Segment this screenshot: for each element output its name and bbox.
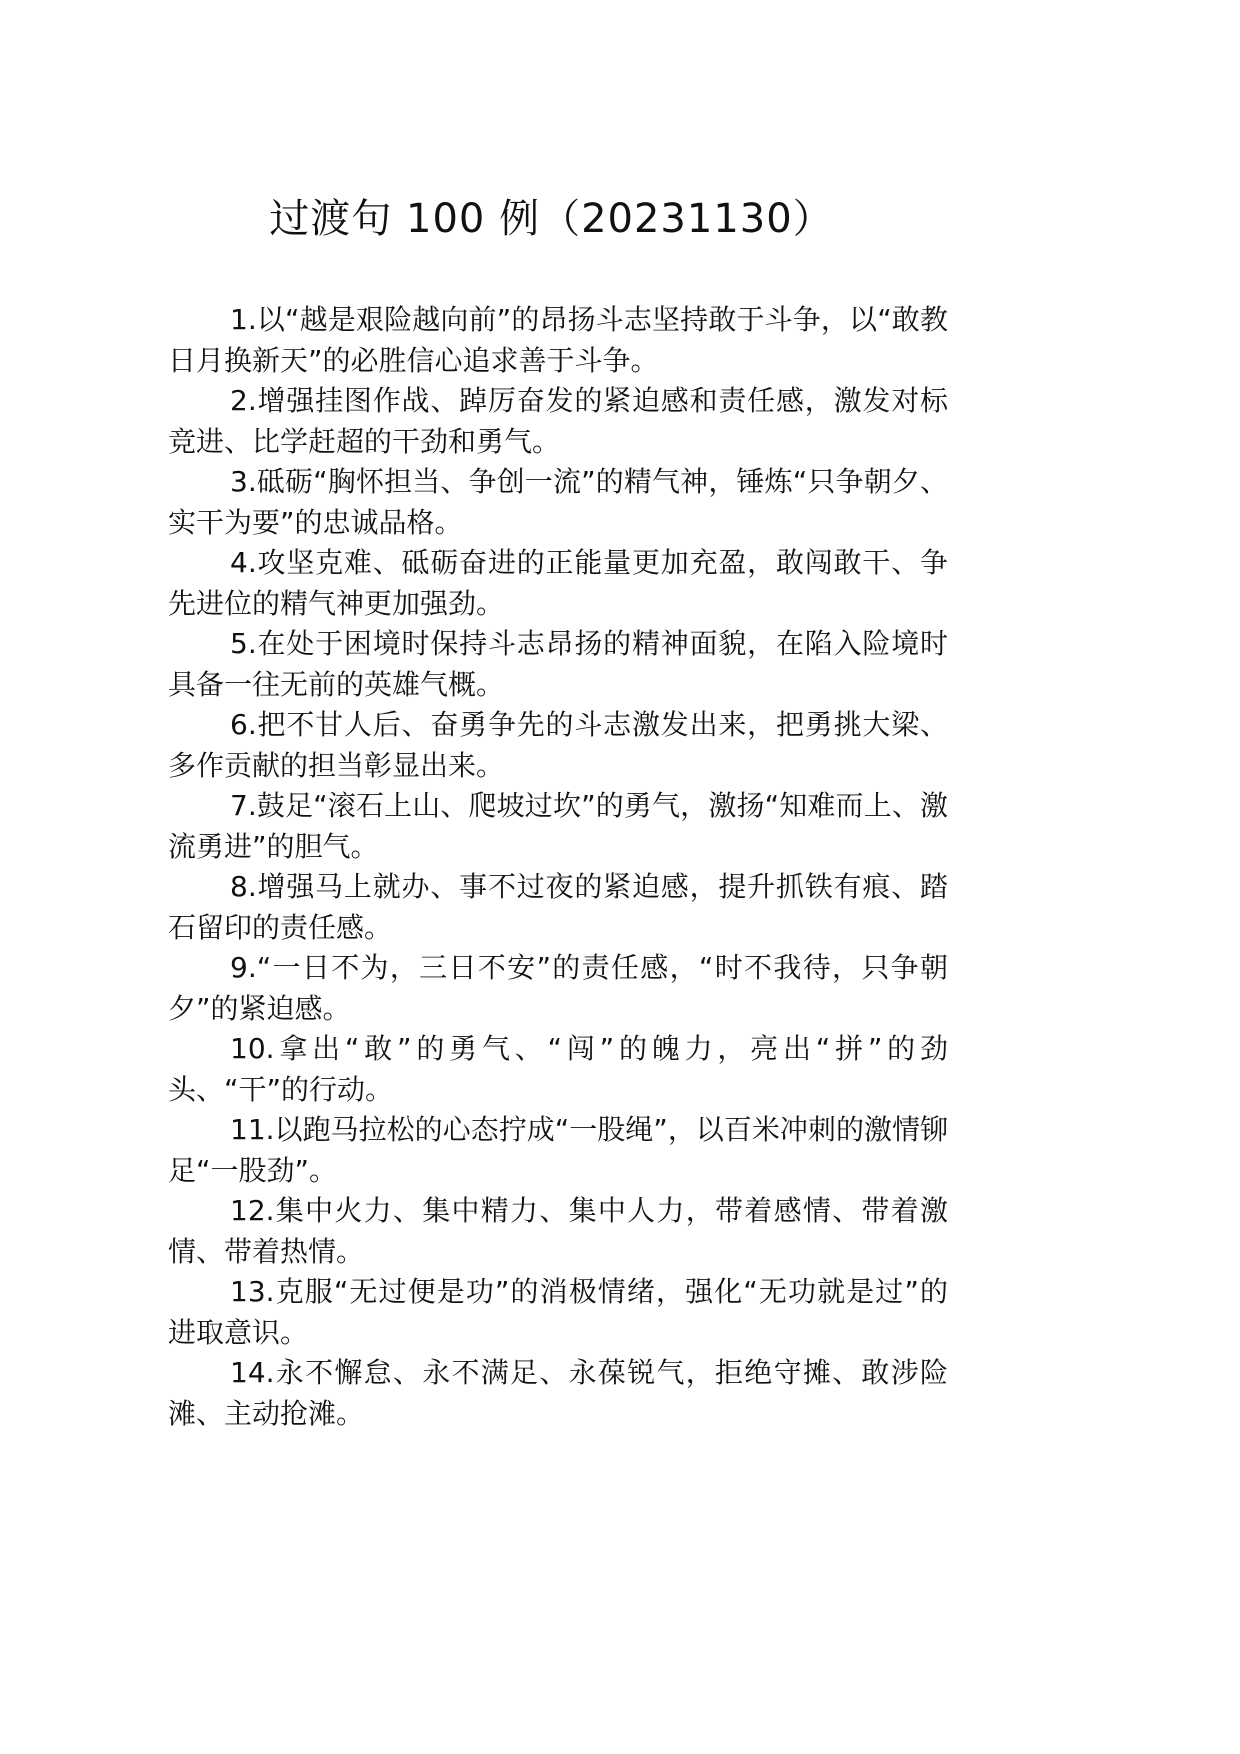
list-item: 14.永不懈怠、永不满足、永葆锐气，拒绝守摊、敢涉险滩、主动抢滩。 bbox=[168, 1356, 948, 1430]
list-item: 1.以“越是艰险越向前”的昂扬斗志坚持敢于斗争，以“敢教日月换新天”的必胜信心追求善于斗争。 bbox=[168, 303, 948, 377]
list-item: 10.拿出“敢”的勇气、“闯”的魄力，亮出“拼”的劲头、“干”的行动。 bbox=[168, 1032, 948, 1106]
list-item: 12.集中火力、集中精力、集中人力，带着感情、带着激情、带着热情。 bbox=[168, 1194, 948, 1268]
list-item: 8.增强马上就办、事不过夜的紧迫感，提升抓铁有痕、踏石留印的责任感。 bbox=[168, 870, 948, 944]
list-item: 3.砥砺“胸怀担当、争创一流”的精气神，锤炼“只争朝夕、实干为要”的忠诚品格。 bbox=[168, 465, 948, 539]
list-item: 11.以跑马拉松的心态拧成“一股绳”，以百米冲刺的激情铆足“一股劲”。 bbox=[168, 1113, 948, 1187]
list-item: 5.在处于困境时保持斗志昂扬的精神面貌，在陷入险境时具备一往无前的英雄气概。 bbox=[168, 627, 948, 701]
list-item: 2.增强挂图作战、踔厉奋发的紧迫感和责任感，激发对标竞进、比学赶超的干劲和勇气。 bbox=[168, 384, 948, 458]
document-title: 过渡句 100 例（20231130） bbox=[269, 196, 834, 242]
list-item: 6.把不甘人后、奋勇争先的斗志激发出来，把勇挑大梁、多作贡献的担当彰显出来。 bbox=[168, 708, 948, 782]
list-item: 7.鼓足“滚石上山、爬坡过坎”的勇气，激扬“知难而上、激流勇进”的胆气。 bbox=[168, 789, 948, 863]
document-body bbox=[168, 300, 948, 1434]
list-item: 13.克服“无过便是功”的消极情绪，强化“无功就是过”的进取意识。 bbox=[168, 1275, 948, 1349]
list-item: 4.攻坚克难、砥砺奋进的正能量更加充盈，敢闯敢干、争先进位的精气神更加强劲。 bbox=[168, 546, 948, 620]
list-item: 9.“一日不为，三日不安”的责任感，“时不我待，只争朝夕”的紧迫感。 bbox=[168, 951, 948, 1025]
